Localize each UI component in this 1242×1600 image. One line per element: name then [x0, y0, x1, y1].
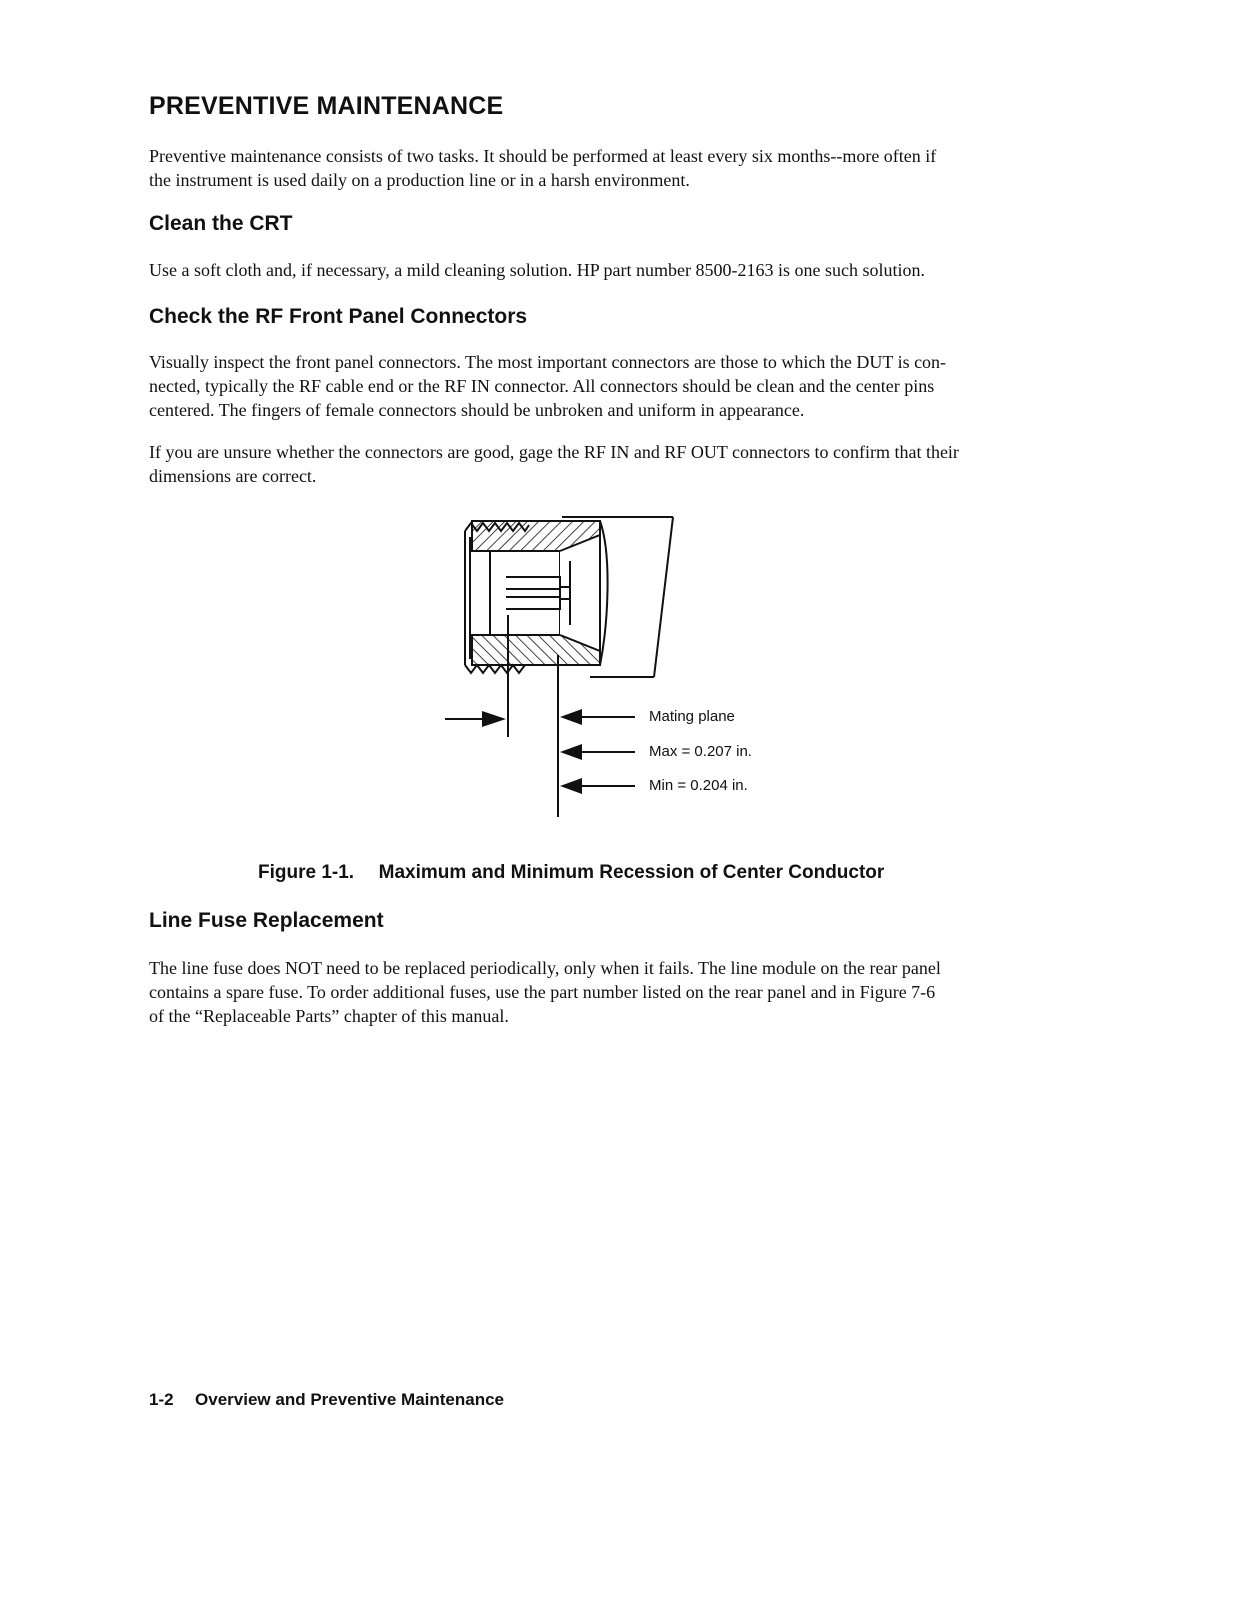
section-title-clean-crt: Clean the CRT — [149, 212, 293, 235]
label-max: Max = 0.207 in. — [649, 743, 752, 760]
rf-para2-line-1: If you are unsure whether the connectors are good, gage the RF IN and RF OUT connectors to confirm that their — [149, 442, 959, 462]
intro-line-1: Preventive maintenance consists of two tasks. It should be performed at least every six months--more often if — [149, 146, 937, 166]
label-min: Min = 0.204 in. — [649, 777, 748, 794]
figure-caption-text: Maximum and Minimum Recession of Center Conductor — [378, 862, 885, 883]
figure-caption-number: Figure 1-1. — [258, 862, 355, 883]
label-mating-plane: Mating plane — [649, 708, 735, 725]
connector-diagram — [430, 505, 680, 825]
max-arrow — [560, 744, 635, 760]
connector-body — [465, 517, 673, 817]
footer-chapter-title: Overview and Preventive Maintenance — [195, 1390, 505, 1409]
fuse-line-1: The line fuse does NOT need to be replaced periodically, only when it fails. The line module on the rear panel — [149, 958, 941, 978]
section-title-rf-connectors: Check the RF Front Panel Connectors — [149, 305, 528, 328]
rf-para1-line-3: centered. The fingers of female connectors should be unbroken and uniform in appearance. — [149, 400, 805, 420]
rf-para2-line-2: dimensions are correct. — [149, 466, 317, 486]
rf-para1-line-2: nected, typically the RF cable end or the RF IN connector. All connectors should be clean and the center pins — [149, 376, 935, 396]
min-arrow — [560, 778, 635, 794]
fuse-line-3: of the “Replaceable Parts” chapter of this manual. — [149, 1006, 509, 1026]
left-reference-arrow — [445, 711, 506, 727]
section-title-line-fuse: Line Fuse Replacement — [149, 909, 384, 932]
figure-caption — [258, 862, 884, 884]
mating-plane-arrow — [560, 709, 635, 725]
fuse-line-2: contains a spare fuse. To order additional fuses, use the part number listed on the rear panel and in Figure 7-6 — [149, 982, 936, 1002]
page-title: PREVENTIVE MAINTENANCE — [149, 92, 504, 120]
clean-crt-line-1: Use a soft cloth and, if necessary, a mild cleaning solution. HP part number 8500-2163 is one such solution. — [149, 260, 926, 280]
intro-line-2: the instrument is used daily on a production line or in a harsh environment. — [149, 170, 690, 190]
rf-para1-line-1: Visually inspect the front panel connectors. The most important connectors are those to which the DUT is con- — [149, 352, 947, 372]
footer-page-number: 1-2 — [149, 1390, 174, 1409]
page-footer — [149, 1390, 504, 1410]
